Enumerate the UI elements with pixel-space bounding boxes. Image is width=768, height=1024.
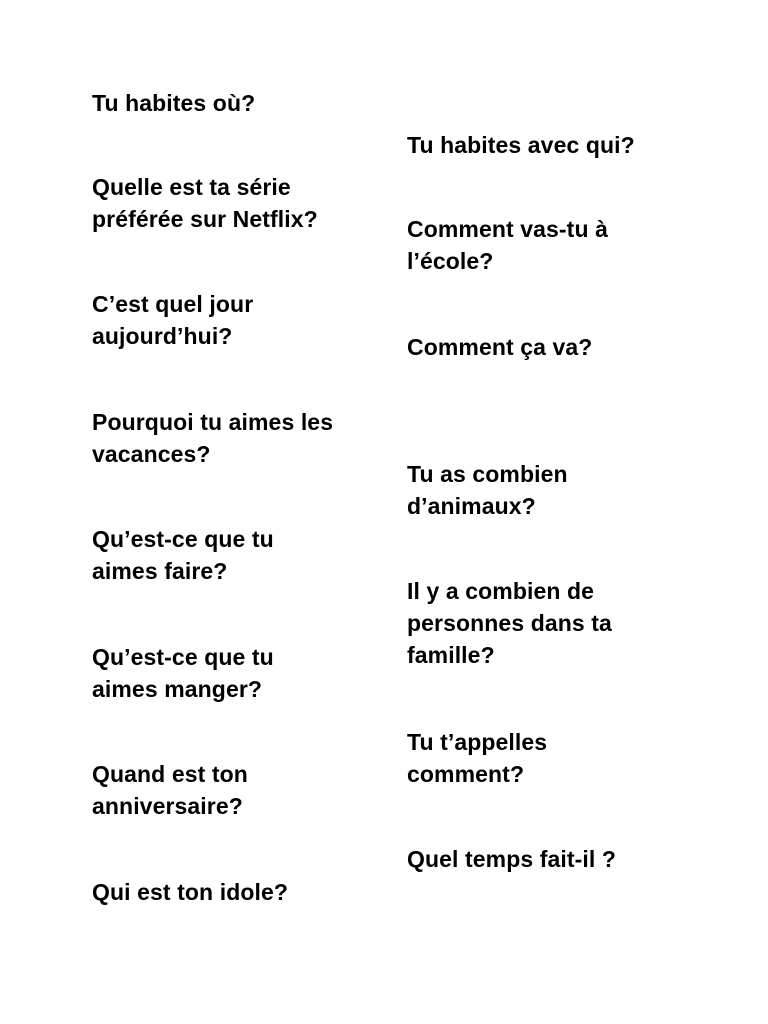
question-what-is-your-name: Tu t’appelles comment? <box>407 729 548 787</box>
question-how-are-you: Comment ça va? <box>407 334 593 360</box>
question-how-do-you-get-to-school: Comment vas-tu à l’école? <box>407 216 608 274</box>
question-what-day-is-it: C’est quel jour aujourd’hui? <box>92 291 254 349</box>
question-favorite-netflix-series: Quelle est ta série préférée sur Netflix? <box>92 174 318 232</box>
question-who-do-you-live-with: Tu habites avec qui? <box>407 132 635 158</box>
question-why-like-holidays: Pourquoi tu aimes les vacances? <box>92 409 334 467</box>
question-who-is-your-idol: Qui est ton idole? <box>92 879 289 905</box>
question-what-do-you-like-to-do: Qu’est-ce que tu aimes faire? <box>92 526 274 584</box>
question-what-do-you-like-to-eat: Qu’est-ce que tu aimes manger? <box>92 644 274 702</box>
question-how-many-pets: Tu as combien d’animaux? <box>407 461 568 519</box>
question-how-many-people-in-family: Il y a combien de personnes dans ta famille? <box>407 578 612 668</box>
question-what-is-the-weather: Quel temps fait-il ? <box>407 846 617 872</box>
question-where-do-you-live: Tu habites où? <box>92 90 256 116</box>
question-when-is-your-birthday: Quand est ton anniversaire? <box>92 761 248 819</box>
